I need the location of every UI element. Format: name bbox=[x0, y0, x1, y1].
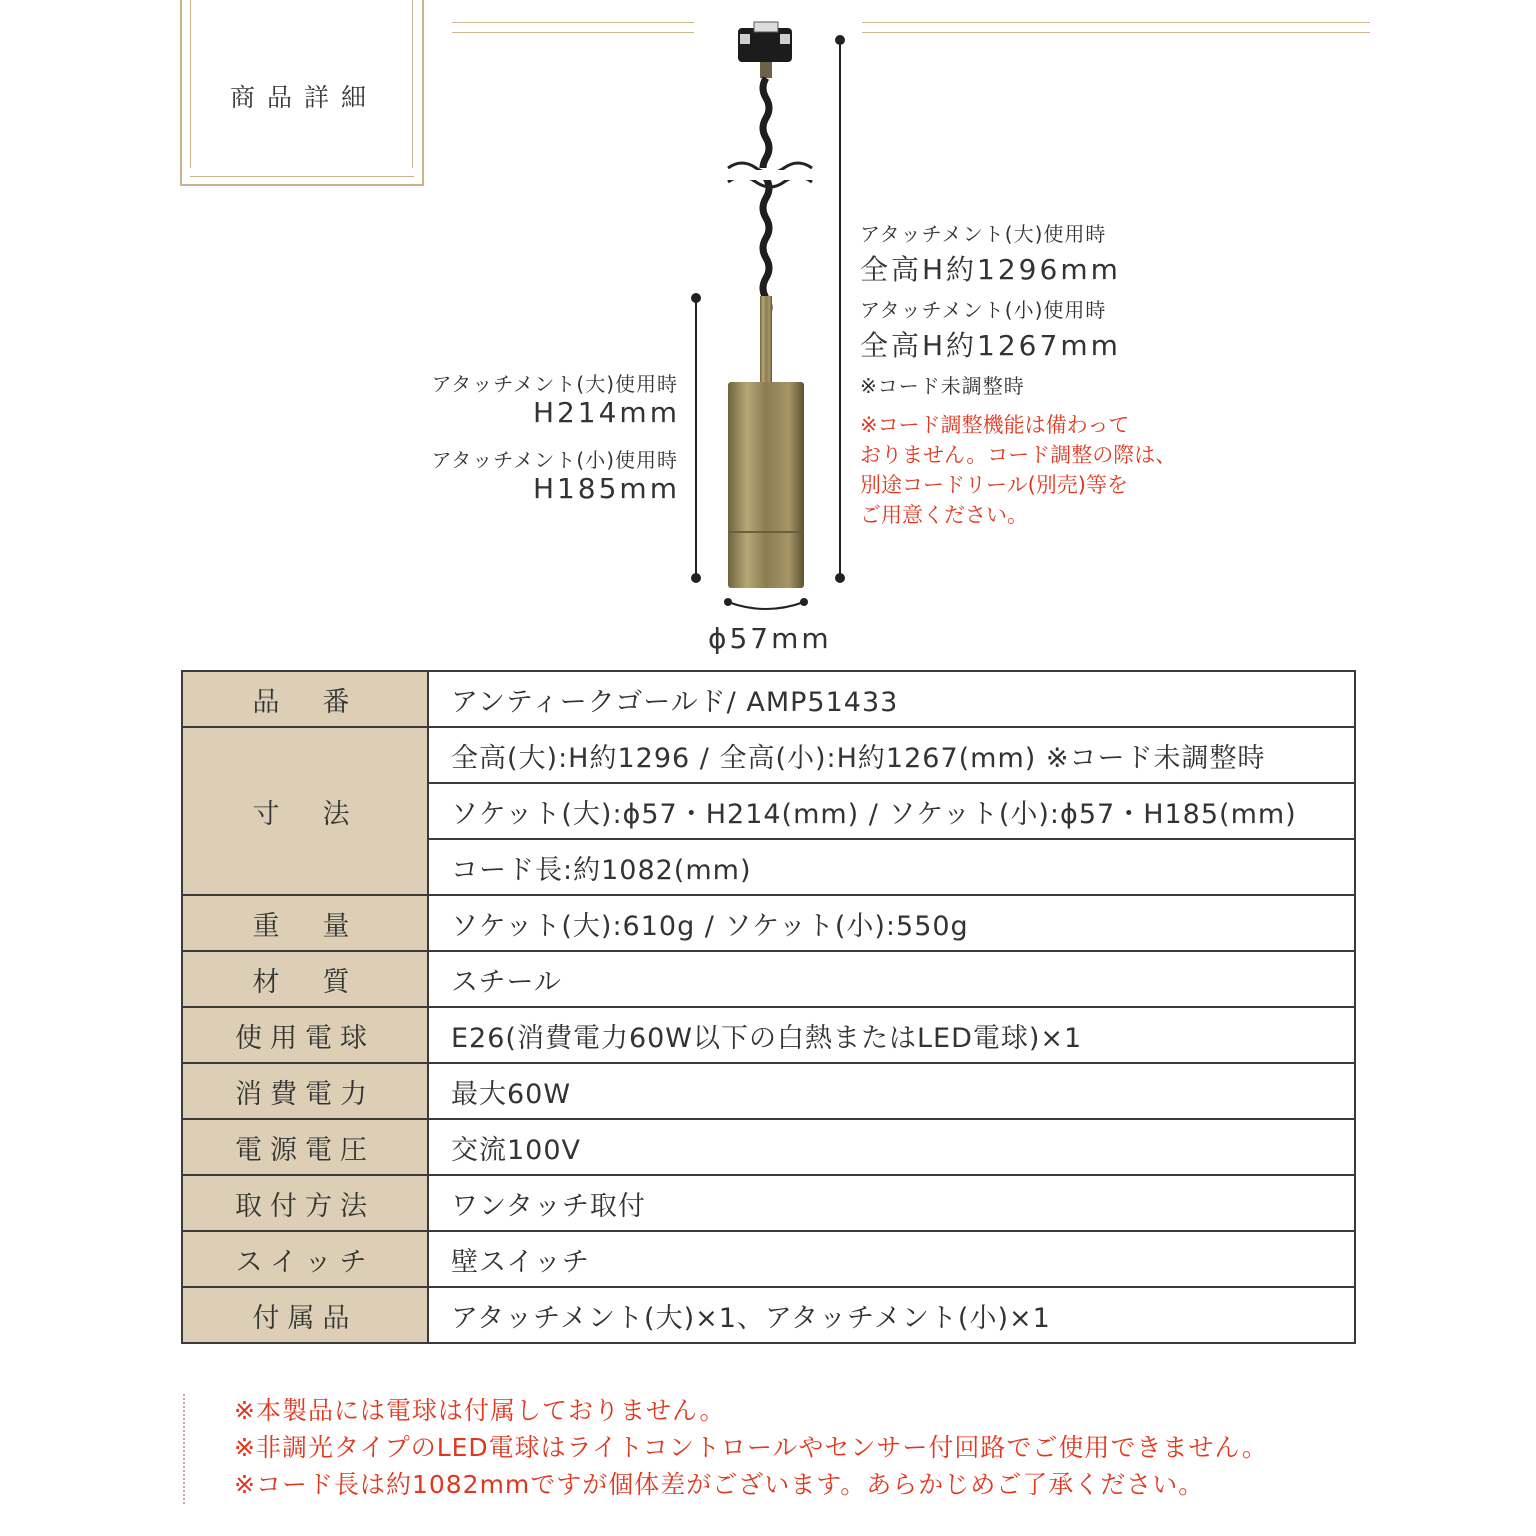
overall-height-value-small: 全高H約1267mm bbox=[860, 329, 1121, 362]
row-value: アンティークゴールド/ AMP51433 bbox=[428, 671, 1355, 727]
notes-dotted-rule bbox=[183, 1394, 185, 1504]
row-label: 品 番 bbox=[182, 671, 428, 727]
notes-block bbox=[234, 1392, 1268, 1503]
table-row bbox=[182, 1287, 1355, 1343]
socket-height-note-small: アタッチメント(小)使用時 bbox=[431, 448, 678, 472]
table-row bbox=[182, 1175, 1355, 1231]
twisted-cord bbox=[763, 78, 769, 316]
warning-line: おりません。コード調整の際は、 bbox=[860, 443, 1177, 467]
diameter-label: ϕ57mm bbox=[708, 622, 832, 655]
warning-line: ※コード調整機能は備わって bbox=[860, 413, 1130, 437]
row-label: 電源電圧 bbox=[182, 1119, 428, 1175]
warning-line: ご用意ください。 bbox=[860, 503, 1028, 527]
table-row bbox=[182, 727, 1355, 783]
socket-height-value-large: H214mm bbox=[532, 396, 680, 429]
note-line: ※コード長は約1082mmですが個体差がございます。あらかじめご了承ください。 bbox=[234, 1470, 1205, 1499]
ceiling-attachment bbox=[738, 28, 792, 62]
row-label: 取付方法 bbox=[182, 1175, 428, 1231]
row-value: E26(消費電力60W以下の白熱またはLED電球)×1 bbox=[428, 1007, 1355, 1063]
row-value: アタッチメント(大)×1、アタッチメント(小)×1 bbox=[428, 1287, 1355, 1343]
socket-height-line bbox=[686, 288, 706, 588]
diameter-arc bbox=[728, 602, 804, 609]
row-value: スチール bbox=[428, 951, 1355, 1007]
row-value: 交流100V bbox=[428, 1119, 1355, 1175]
row-label: 付属品 bbox=[182, 1287, 428, 1343]
table-row bbox=[182, 1063, 1355, 1119]
table-row bbox=[182, 951, 1355, 1007]
table-row bbox=[182, 1007, 1355, 1063]
row-label: 消費電力 bbox=[182, 1063, 428, 1119]
overall-height-note-small: アタッチメント(小)使用時 bbox=[860, 298, 1107, 322]
socket-height-note-large: アタッチメント(大)使用時 bbox=[431, 372, 678, 396]
socket-stem bbox=[760, 296, 772, 382]
row-label: 寸 法 bbox=[182, 727, 428, 895]
page-title: 商品詳細 bbox=[229, 83, 378, 112]
spec-table bbox=[181, 670, 1356, 1344]
overall-height-value-large: 全高H約1296mm bbox=[860, 253, 1121, 286]
row-value: ソケット(大):ϕ57・H214(mm) / ソケット(小):ϕ57・H185(mm) bbox=[428, 783, 1355, 839]
cord-unadjusted-note: ※コード未調整時 bbox=[860, 374, 1025, 398]
table-row bbox=[182, 1231, 1355, 1287]
socket-body bbox=[728, 382, 804, 588]
cord-warning bbox=[860, 410, 1176, 530]
pendant-lamp-illustration bbox=[680, 20, 880, 640]
row-value: ソケット(大):610g / ソケット(小):550g bbox=[428, 895, 1355, 951]
note-line: ※非調光タイプのLED電球はライトコントロールやセンサー付回路でご使用できません。 bbox=[234, 1433, 1268, 1462]
overall-height-note-large: アタッチメント(大)使用時 bbox=[860, 222, 1107, 246]
row-label: 材 質 bbox=[182, 951, 428, 1007]
warning-line: 別途コードリール(別売)等を bbox=[860, 473, 1128, 497]
row-label: 重 量 bbox=[182, 895, 428, 951]
table-row bbox=[182, 671, 1355, 727]
socket-height-value-small: H185mm bbox=[532, 472, 680, 505]
overall-height-line bbox=[830, 30, 850, 590]
row-value: ワンタッチ取付 bbox=[428, 1175, 1355, 1231]
table-row bbox=[182, 895, 1355, 951]
row-label: スイッチ bbox=[182, 1231, 428, 1287]
row-value: コード長:約1082(mm) bbox=[428, 839, 1355, 895]
row-value: 壁スイッチ bbox=[428, 1231, 1355, 1287]
row-value: 最大60W bbox=[428, 1063, 1355, 1119]
row-value: 全高(大):H約1296 / 全高(小):H約1267(mm) ※コード未調整時 bbox=[428, 727, 1355, 783]
table-row bbox=[182, 1119, 1355, 1175]
row-label: 使用電球 bbox=[182, 1007, 428, 1063]
note-line: ※本製品には電球は付属しておりません。 bbox=[234, 1396, 726, 1425]
